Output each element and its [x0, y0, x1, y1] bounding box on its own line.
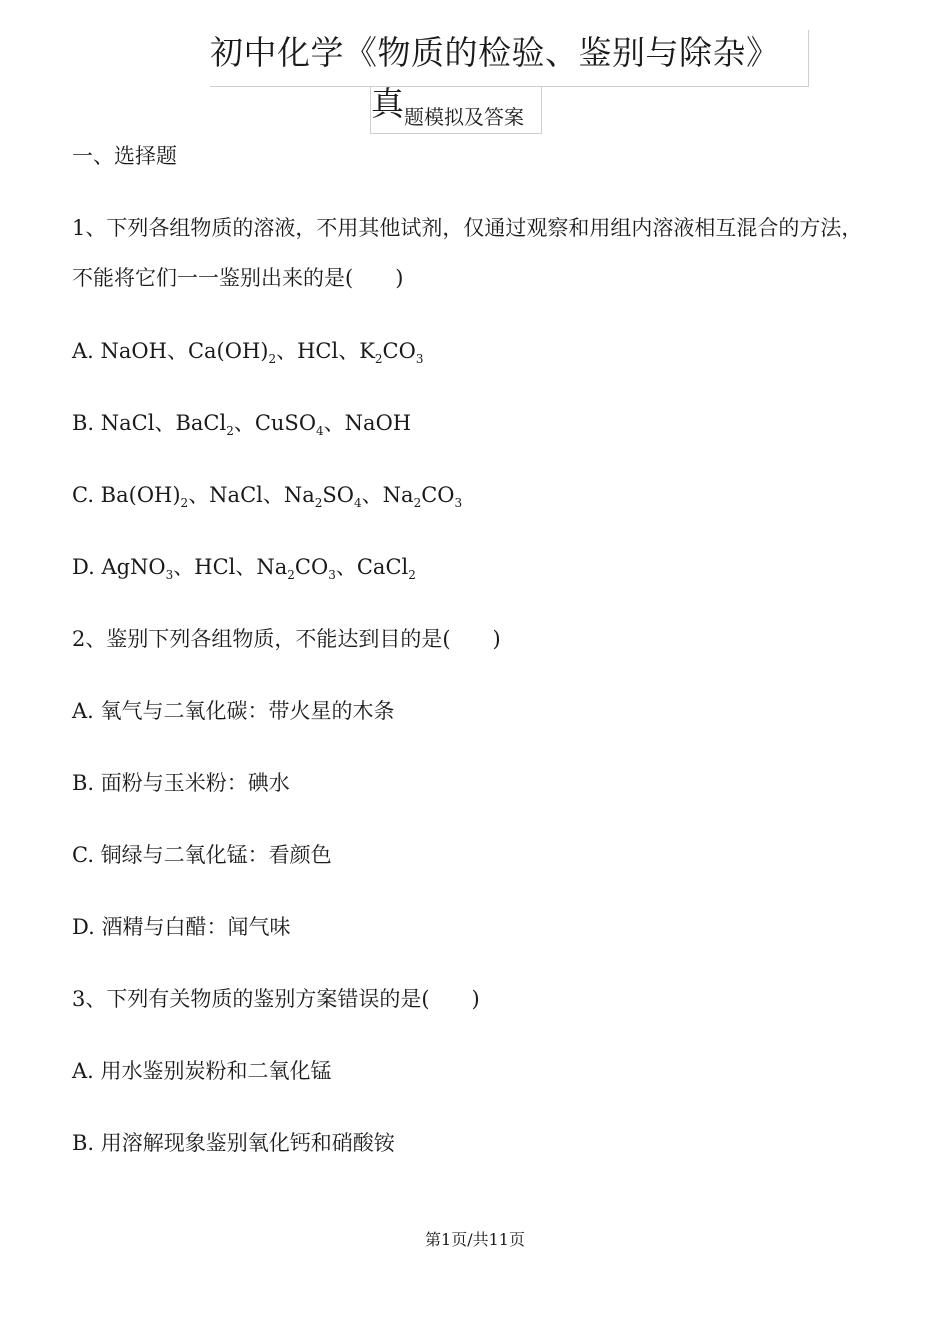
question-1-stem-line2: 不能将它们一一鉴别出来的是( ) [72, 266, 404, 290]
question-1-option-a: A. NaOH、$Ca(OH)_2$、HCl、$K_2CO_3$ [72, 339, 424, 366]
title-subtitle-text: 题模拟及答案 [404, 105, 524, 129]
question-1-option-b: B. NaCl、BaCl$_2$、CuSO$_4$、NaOH [72, 411, 412, 438]
question-2-option-a: A. 氧气与二氧化碳：带火星的木条 [72, 699, 395, 723]
document-title-line2 [370, 84, 542, 134]
section-heading: 一、选择题 [72, 144, 177, 168]
question-3-option-b: B. 用溶解现象鉴别氧化钙和硝酸铵 [72, 1131, 395, 1155]
question-2-option-d: D. 酒精与白醋：闻气味 [72, 915, 291, 939]
question-3-stem: 3、下列有关物质的鉴别方案错误的是( ) [72, 987, 480, 1011]
question-2-option-c: C. 铜绿与二氧化锰：看颜色 [72, 843, 332, 867]
question-1-option-c: C. $Ba(OH)_2$、NaCl、$Na_2SO_4$、$Na_2CO_3$ [72, 483, 463, 510]
question-2-stem: 2、鉴别下列各组物质，不能达到目的是( ) [72, 627, 501, 651]
question-1-option-d: D. AgNO$_3$、HCl、$Na_2CO_3$、CaCl$_2$ [72, 555, 416, 582]
question-3-option-a: A. 用水鉴别炭粉和二氧化锰 [72, 1059, 332, 1083]
title-char-large: 真 [371, 84, 404, 123]
page-footer: 第1页/共11页 [425, 1230, 525, 1249]
question-1-stem-line1: 1、下列各组物质的溶液，不用其他试剂，仅通过观察和用组内溶液相互混合的方法， [72, 216, 863, 240]
document-title-line1: 初中化学《物质的检验、鉴别与除杂》 [210, 30, 809, 87]
question-2-option-b: B. 面粉与玉米粉：碘水 [72, 771, 290, 795]
